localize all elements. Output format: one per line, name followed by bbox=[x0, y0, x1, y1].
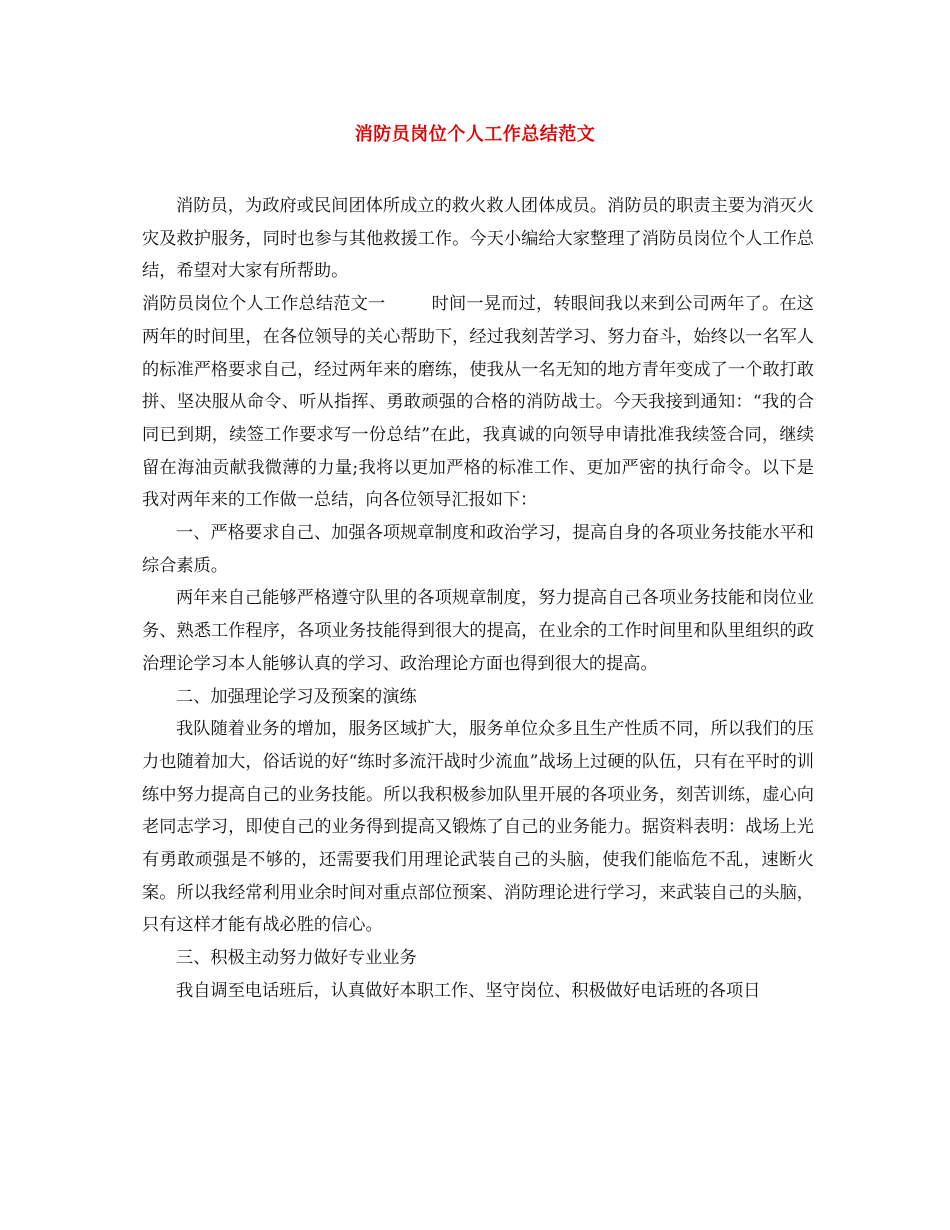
intro-paragraph: 消防员，为政府或民间团体所成立的救火救人团体成员。消防员的职责主要为消灭火灾及救护服务，同时也参与其他救援工作。今天小编给大家整理了消防员岗位个人工作总结，希望对大家有所帮助。 bbox=[142, 196, 814, 282]
document-title: 消防员岗位个人工作总结范文 bbox=[354, 124, 596, 145]
heading-two: 二、加强理论学习及预案的演练 bbox=[176, 686, 417, 707]
section-intro-text: 时间一晃而过，转眼间我以来到公司两年了。在这两年的时间里，在各位领导的关心帮助下，经过我刻苦学习、努力奋斗，始终以一名军人的标准严格要求自己，经过两年来的磨练，使我从一名无知的地方青年变成了一个敢打敢拼、坚决服从命令、听从指挥、勇敢顽强的合格的消防战士。今天我接到通知：“我的合同已到期，续签工作要求写一份总结”在此，我真诚的向领导申请批准我续签合同，继续留在海油贡献我微薄的力量;我将以更加严格的标准工作、更加严密的执行命令。以下是我对两年来的工作做一总结，向各位领导汇报如下： bbox=[142, 294, 814, 511]
paragraph-one: 两年来自己能够严格遵守队里的各项规章制度，努力提高自己各项业务技能和岗位业务、熟悉工作程序，各项业务技能得到很大的提高，在业余的工作时间里和队里组织的政治理论学习本人能够认真的学习、政治理论方面也得到很大的提高。 bbox=[142, 588, 814, 674]
document-body bbox=[142, 190, 814, 1008]
heading-three: 三、积极主动努力做好专业业务 bbox=[176, 948, 417, 969]
heading-one: 一、严格要求自己、加强各项规章制度和政治学习，提高自身的各项业务技能水平和综合素质。 bbox=[142, 523, 814, 576]
section-label: 消防员岗位个人工作总结范文一 bbox=[142, 294, 386, 315]
section-one-paragraph bbox=[142, 288, 814, 517]
paragraph-three: 我自调至电话班后，认真做好本职工作、坚守岗位、积极做好电话班的各项日 bbox=[176, 980, 761, 1001]
paragraph-two: 我队随着业务的增加，服务区域扩大，服务单位众多且生产性质不同，所以我们的压力也随着加大，俗话说的好“练时多流汗战时少流血”战场上过硬的队伍，只有在平时的训练中努力提高自己的业务技能。所以我积极参加队里开展的各项业务，刻苦训练，虚心向老同志学习，即使自己的业务得到提高又锻炼了自己的业务能力。据资料表明：战场上光有勇敢顽强是不够的，还需要我们用理论武装自己的头脑，使我们能临危不乱，速断火案。所以我经常利用业余时间对重点部位预案、消防理论进行学习，来武装自己的头脑，只有这样才能有战必胜的信心。 bbox=[142, 719, 814, 936]
